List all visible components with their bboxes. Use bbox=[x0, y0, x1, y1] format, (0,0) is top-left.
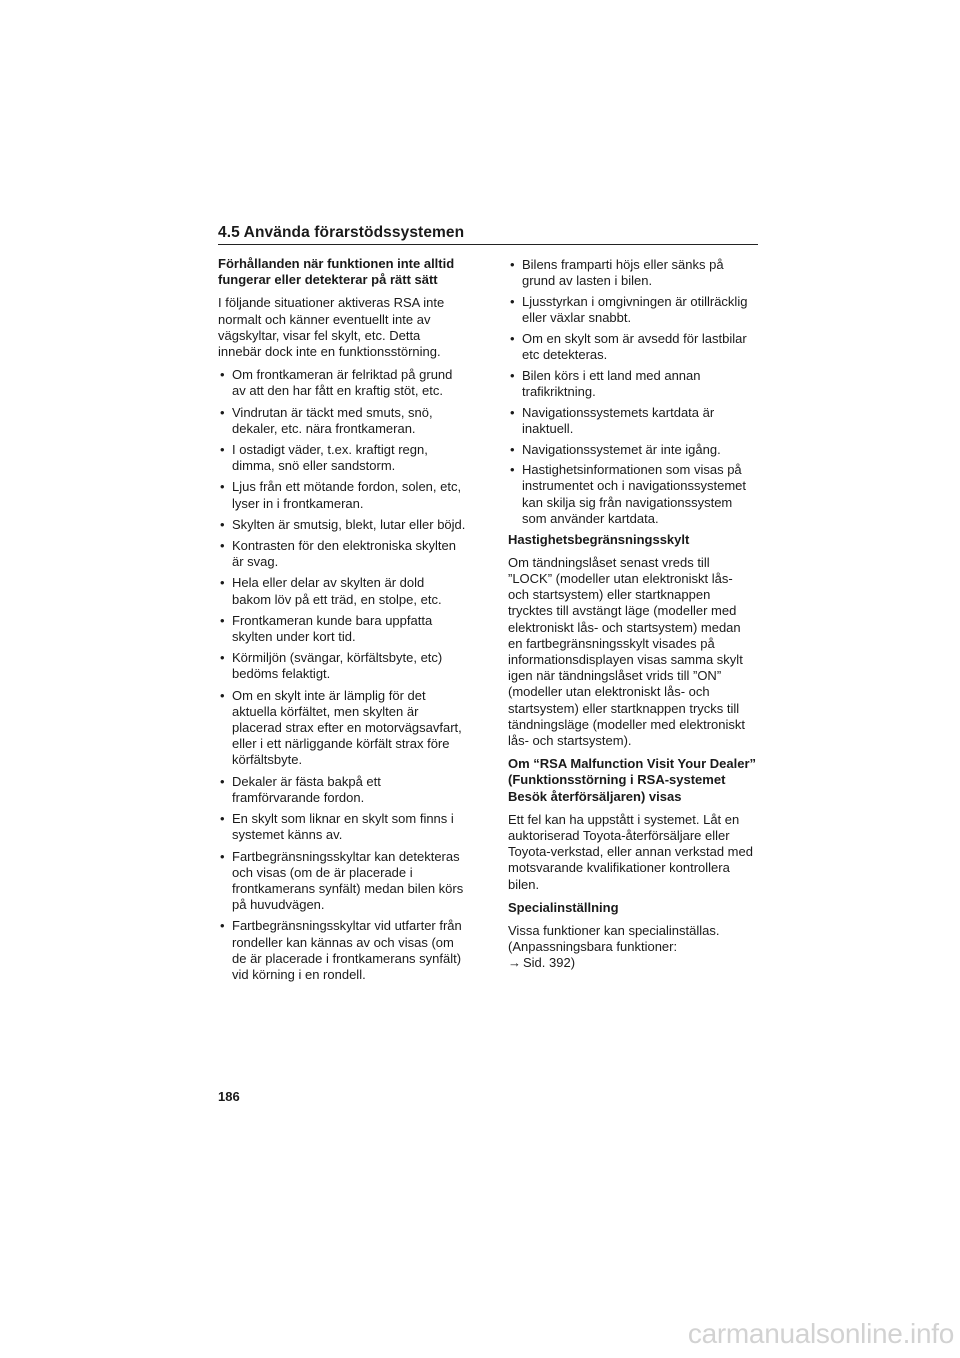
list-item: • Om en skylt som är avsedd för lastbilar etc detekteras. bbox=[510, 330, 747, 363]
list-item: • Skylten är smutsig, blekt, lutar eller böjd. bbox=[220, 516, 466, 532]
bullet-icon: • bbox=[220, 404, 225, 420]
section-title: 4.5 Använda förarstödssystemen bbox=[218, 224, 465, 241]
list-item: • Bilens framparti höjs eller sänks på grund av lasten i bilen. bbox=[510, 257, 724, 289]
conditions-list bbox=[218, 367, 466, 983]
bullet-icon: • bbox=[510, 367, 515, 383]
conditions-heading: Förhållanden när funktionen inte alltid fungerar eller detekterar på rätt sätt bbox=[218, 256, 455, 288]
bullet-icon: • bbox=[220, 612, 225, 628]
list-item: • En skylt som liknar en skylt som finns i systemet känns av. bbox=[220, 811, 454, 843]
bullet-icon: • bbox=[220, 773, 225, 789]
bullet-icon: • bbox=[220, 367, 225, 383]
left-column bbox=[218, 256, 466, 988]
right-column bbox=[508, 257, 756, 979]
bullet-icon: • bbox=[220, 516, 225, 532]
speed-sign-heading: Hastighetsbegränsningsskylt bbox=[508, 531, 690, 547]
bullet-icon: • bbox=[220, 538, 225, 554]
list-item: • Bilen körs i ett land med annan trafikriktning. bbox=[510, 367, 701, 399]
bullet-icon: • bbox=[220, 650, 225, 666]
bullet-icon: • bbox=[220, 687, 225, 703]
special-setting-text bbox=[508, 923, 756, 972]
list-item: • Om frontkameran är felriktad på grund av att den har fått en kraftig stöt, etc. bbox=[220, 367, 453, 399]
list-item: • Körmiljön (svängar, körfältsbyte, etc) bedöms felaktigt. bbox=[220, 650, 443, 682]
list-item: • Navigationssystemets kartdata är inaktuell. bbox=[510, 404, 715, 436]
bullet-icon: • bbox=[220, 848, 225, 864]
list-item: • Kontrasten för den elektroniska skylten är svag. bbox=[220, 538, 457, 570]
header-rule bbox=[218, 244, 758, 245]
list-item: • Vindrutan är täckt med smuts, snö, dekaler, etc. nära frontkameran. bbox=[220, 404, 433, 436]
list-item: • Dekaler är fästa bakpå ett framförvarande fordon. bbox=[220, 773, 381, 805]
list-item: • Fartbegränsningsskyltar vid utfarter från rondeller kan kännas av och visas (om de är placerade i frontkamerans synfält) vid körning i en rondell. bbox=[220, 918, 462, 982]
list-item: • Fartbegränsningsskyltar kan detekteras och visas (om de är placerade i frontkamerans synfält) medan bilen körs på huvudvägen. bbox=[220, 848, 464, 913]
bullet-icon: • bbox=[220, 479, 225, 495]
special-setting-body: Vissa funktioner kan specialinställas. (Anpassningsbara funktioner: bbox=[508, 923, 720, 955]
bullet-icon: • bbox=[220, 575, 225, 591]
list-item: • Ljus från ett mötande fordon, solen, etc, lyser in i frontkameran. bbox=[220, 479, 462, 511]
arrow-right-icon: → bbox=[508, 955, 521, 971]
special-setting-heading: Specialinställning bbox=[508, 899, 619, 915]
bullet-icon: • bbox=[220, 918, 225, 934]
list-item: • Om en skylt inte är lämplig för det aktuella körfältet, men skylten är placerad strax efter en motorvägsavfart, eller i ett närliggande körfält strax före körfältsbyte. bbox=[220, 687, 462, 768]
bullet-icon: • bbox=[510, 404, 515, 420]
list-item: • Hela eller delar av skylten är dold bakom löv på ett träd, en stolpe, etc. bbox=[220, 575, 442, 607]
malfunction-heading: Om “RSA Malfunction Visit Your Dealer” (Funktionsstörning i RSA-systemet Besök återförsäljaren) visas bbox=[508, 756, 757, 804]
bullet-icon: • bbox=[220, 811, 225, 827]
page-number: 186 bbox=[218, 1089, 240, 1104]
bullet-icon: • bbox=[220, 442, 225, 458]
bullet-icon: • bbox=[510, 293, 515, 309]
bullet-icon: • bbox=[510, 330, 515, 346]
list-item: • Ljusstyrkan i omgivningen är otillräcklig eller växlar snabbt. bbox=[510, 293, 748, 326]
bullet-icon: • bbox=[510, 257, 515, 272]
watermark: carmanualsonline.info bbox=[687, 1318, 954, 1349]
conditions-intro: I följande situationer aktiveras RSA inte normalt och känner eventuellt inte av vägskyltar, visar fel skylt, etc. Detta innebär dock inte en funktionsstörning. bbox=[218, 295, 445, 360]
bullet-icon: • bbox=[510, 462, 515, 478]
page-reference-link[interactable]: Sid. 392) bbox=[523, 955, 576, 971]
list-item: • Frontkameran kunde bara uppfatta skylten under kort tid. bbox=[220, 612, 433, 645]
list-item: • I ostadigt väder, t.ex. kraftigt regn, dimma, snö eller sandstorm. bbox=[220, 442, 428, 474]
conditions-list-continued bbox=[508, 257, 756, 527]
malfunction-text: Ett fel kan ha uppstått i systemet. Låt en auktoriserad Toyota-återförsäljare eller Toyota-verkstad, eller annan verkstad med motsvarande kvalifikationer kontrollera bilen. bbox=[508, 811, 753, 892]
list-item: • Navigationssystemet är inte igång. bbox=[510, 441, 721, 457]
bullet-icon: • bbox=[510, 441, 515, 457]
list-item: • Hastighetsinformationen som visas på instrumentet och i navigationssystemet kan skilja sig från navigationssystem som använder kartdata. bbox=[510, 462, 746, 526]
speed-sign-text: Om tändningslåset senast vreds till ”LOCK” (modeller utan elektroniskt lås- och startsystem) eller startknappen trycktes till avstängt läge (modeller med elektroniskt lås- och startsystem) medan en fartbegränsningsskylt visades på informationsdisplayen visas samma skylt igen när tändningslåset vrids till ”ON” (modeller utan elektroniskt lås- och startsystem) eller startknappen trycks till tändningsläge (modeller med elektroniskt lås- och startsystem). bbox=[508, 554, 746, 748]
